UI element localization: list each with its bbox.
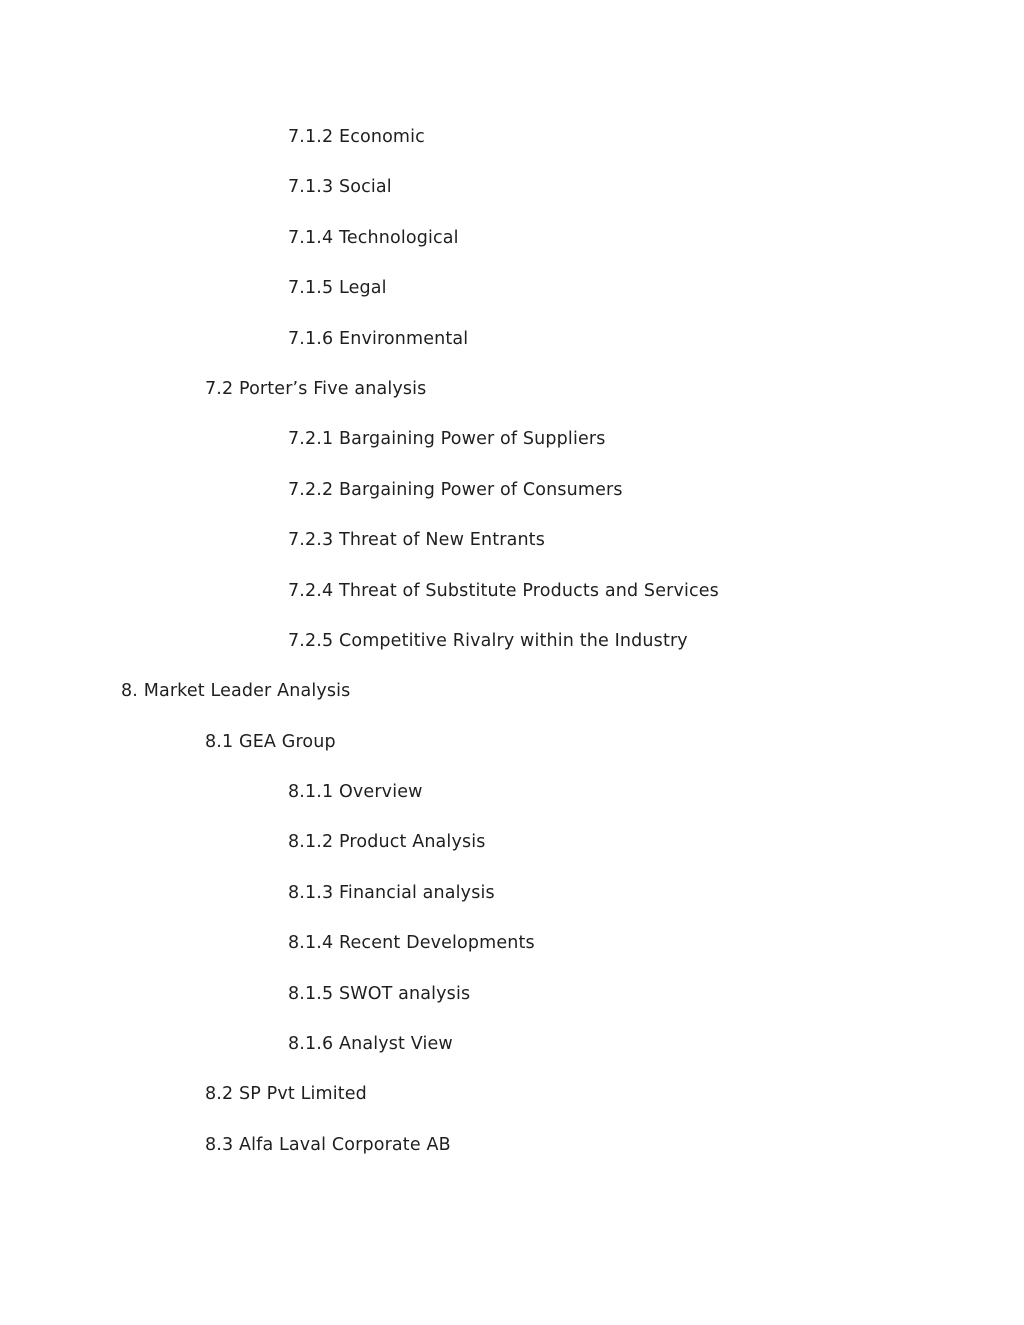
- toc-entry-7-1-2: 7.1.2 Economic: [288, 127, 425, 147]
- table-of-contents: [0, 122, 1024, 1180]
- toc-entry-8-1-5: 8.1.5 SWOT analysis: [288, 983, 471, 1004]
- toc-entry-7-1-6: 7.1.6 Environmental: [288, 328, 469, 349]
- toc-entry-8-1: 8.1 GEA Group: [205, 731, 336, 752]
- toc-entry-8: 8. Market Leader Analysis: [121, 681, 351, 702]
- toc-entry-7-2-2: 7.2.2 Bargaining Power of Consumers: [288, 479, 623, 500]
- toc-entry-8-1-3: 8.1.3 Financial analysis: [288, 882, 495, 903]
- toc-entry-8-1-6: 8.1.6 Analyst View: [288, 1034, 453, 1055]
- toc-entry-7-2-1: 7.2.1 Bargaining Power of Suppliers: [288, 429, 606, 450]
- toc-entry-7-1-3: 7.1.3 Social: [288, 177, 392, 198]
- toc-entry-8-1-2: 8.1.2 Product Analysis: [288, 832, 486, 853]
- toc-entry-8-1-1: 8.1.1 Overview: [288, 782, 423, 803]
- toc-entry-7-2-4: 7.2.4 Threat of Substitute Products and Services: [288, 580, 719, 601]
- toc-entry-7-2-3: 7.2.3 Threat of New Entrants: [288, 530, 545, 551]
- toc-entry-8-3: 8.3 Alfa Laval Corporate AB: [205, 1134, 451, 1155]
- toc-entry-7-1-5: 7.1.5 Legal: [288, 278, 387, 299]
- toc-entry-8-2: 8.2 SP Pvt Limited: [205, 1084, 367, 1105]
- toc-entry-7-2: 7.2 Porter’s Five analysis: [205, 378, 427, 399]
- toc-entry-7-1-4: 7.1.4 Technological: [288, 227, 459, 248]
- toc-entry-8-1-4: 8.1.4 Recent Developments: [288, 933, 535, 954]
- toc-entry-7-2-5: 7.2.5 Competitive Rivalry within the Industry: [288, 630, 688, 651]
